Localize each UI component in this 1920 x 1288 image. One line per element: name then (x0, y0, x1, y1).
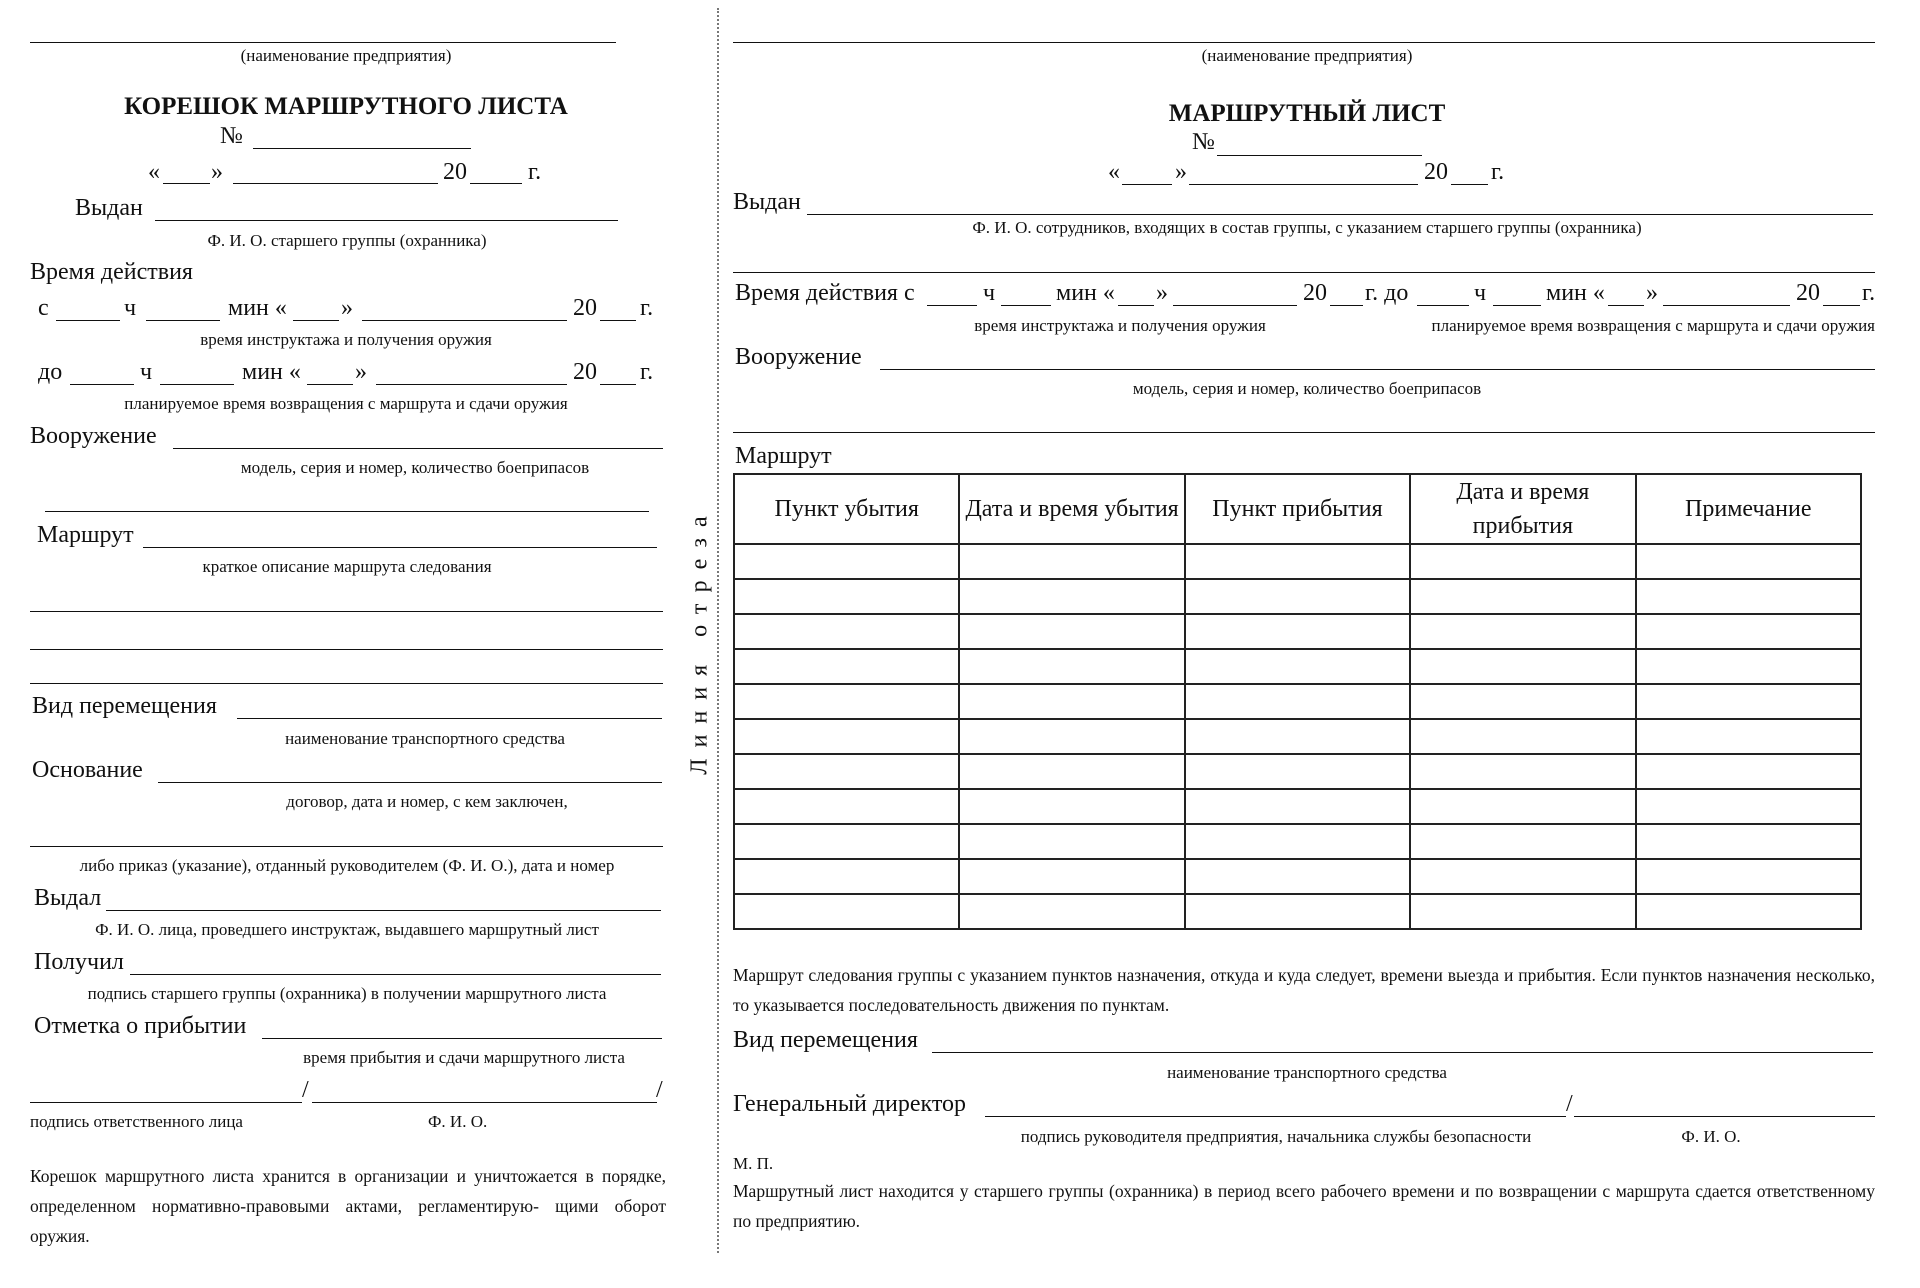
stub-from-minutes-label: мин « (228, 295, 287, 321)
stub-receiver-label: Получил (34, 949, 124, 975)
route-table-cell[interactable] (734, 754, 959, 789)
route-table-cell[interactable] (959, 614, 1184, 649)
stub-from-day-line (293, 320, 339, 321)
stub-date-day-line (163, 183, 210, 184)
main-weapons-label: Вооружение (735, 344, 862, 370)
route-table-cell[interactable] (1636, 649, 1861, 684)
route-table-row (734, 649, 1861, 684)
route-table-cell[interactable] (1185, 859, 1410, 894)
stub-arrival-line (262, 1038, 662, 1039)
stub-to-minutes-line (160, 384, 234, 385)
route-table-cell[interactable] (734, 544, 959, 579)
route-table-cell[interactable] (1410, 544, 1635, 579)
route-table-cell[interactable] (1636, 789, 1861, 824)
main-weapons-caption: модель, серия и номер, количество боеприпасов (1132, 379, 1482, 398)
route-table-cell[interactable] (1636, 544, 1861, 579)
stub-arrival-caption: время прибытия и сдачи маршрутного листа (303, 1048, 625, 1067)
stub-issuer-label: Выдал (34, 885, 102, 911)
route-table-cell[interactable] (1636, 824, 1861, 859)
stub-issuer-line (106, 910, 661, 911)
route-table-body (734, 544, 1861, 929)
main-footer-note: Маршрутный лист находится у старшего группы (охранника) в период всего рабочего времени и по возвращении с маршрута сдается ответственному по предприятию. (733, 1181, 1875, 1231)
main-date-open-quote: « (1108, 159, 1120, 185)
stub-company-caption: (наименование предприятия) (240, 46, 452, 65)
route-table-cell[interactable] (1636, 754, 1861, 789)
stub-basis-caption: договор, дата и номер, с кем заключен, (286, 792, 568, 811)
route-table-cell[interactable] (959, 684, 1184, 719)
route-table-header-cell: Пункт прибытия (1185, 474, 1410, 544)
main-director-label: Генеральный директор (733, 1091, 967, 1117)
route-table-cell[interactable] (959, 894, 1184, 929)
stub-signature-line (30, 1102, 302, 1103)
route-table-header-cell: Пункт убытия (734, 474, 959, 544)
route-table-cell[interactable] (1410, 579, 1635, 614)
main-route-note: Маршрут следования группы с указанием пунктов назначения, откуда и куда следует, времени выезда и прибытия. Если пунктов назначения несколько, то указывается последовательность движения по пунктам. (733, 965, 1875, 1015)
route-table-cell[interactable] (1185, 579, 1410, 614)
stub-signature-caption: подпись ответственного лица (30, 1112, 243, 1131)
main-to-quote-close: » (1646, 280, 1658, 306)
main-from-hours-label: ч (983, 280, 996, 306)
stub-to-year-suffix: г. (640, 359, 654, 385)
route-table-cell[interactable] (734, 684, 959, 719)
stub-to-hours-label: ч (140, 359, 153, 385)
route-table-cell[interactable] (1410, 649, 1635, 684)
stub-from-hours-line (56, 320, 120, 321)
route-table-cell[interactable] (734, 789, 959, 824)
main-date-year-line (1451, 184, 1488, 185)
route-table-cell[interactable] (1185, 754, 1410, 789)
route-table-cell[interactable] (1185, 824, 1410, 859)
route-table-cell[interactable] (959, 719, 1184, 754)
stub-arrival-label: Отметка о прибытии (34, 1013, 247, 1039)
route-table-row (734, 824, 1861, 859)
stub-slash: / (302, 1077, 309, 1103)
route-table-cell[interactable] (1185, 789, 1410, 824)
route-table-cell[interactable] (959, 754, 1184, 789)
route-table-cell[interactable] (1636, 614, 1861, 649)
route-table-cell[interactable] (959, 824, 1184, 859)
main-director-caption: подпись руководителя предприятия, начальника службы безопасности (1020, 1127, 1532, 1146)
main-date-year-prefix: 20 (1424, 159, 1448, 185)
stub-date-open-quote: « (148, 159, 160, 185)
stub-transport-caption: наименование транспортного средства (285, 729, 565, 748)
stub-from-year-line (600, 320, 636, 321)
main-date-day-line (1122, 184, 1172, 185)
stub-route-line-3 (30, 649, 663, 650)
main-from-year-prefix: 20 (1303, 280, 1327, 306)
route-table-cell[interactable] (1185, 894, 1410, 929)
stub-to-label: до (38, 359, 63, 385)
stub-date-year-prefix: 20 (443, 159, 467, 185)
stub-date-month-line (233, 183, 438, 184)
route-table-header (734, 474, 1861, 544)
stub-title: КОРЕШОК МАРШРУТНОГО ЛИСТА (124, 93, 568, 120)
stub-weapons-caption: модель, серия и номер, количество боеприпасов (240, 458, 590, 477)
stub-receiver-line (130, 974, 661, 975)
route-table-cell[interactable] (734, 824, 959, 859)
stub-from-year-suffix: г. (640, 295, 654, 321)
route-table (733, 473, 1862, 930)
main-to-hours-line (1417, 305, 1469, 306)
route-table-cell[interactable] (1636, 684, 1861, 719)
main-weapons-line-2 (733, 432, 1875, 433)
stub-route-label: Маршрут (37, 522, 134, 548)
route-table-cell[interactable] (1185, 649, 1410, 684)
main-date-close-quote: » (1175, 159, 1187, 185)
stub-from-label: с (38, 295, 49, 321)
route-table-cell[interactable] (1636, 894, 1861, 929)
route-table-row (734, 614, 1861, 649)
main-from-month-line (1173, 305, 1297, 306)
stub-weapons-line (173, 448, 663, 449)
route-table-cell[interactable] (1185, 544, 1410, 579)
main-transport-caption: наименование транспортного средства (1167, 1063, 1447, 1082)
route-table-cell[interactable] (1185, 684, 1410, 719)
main-to-year-suffix: г. (1862, 280, 1876, 306)
stub-date-close-quote: » (211, 159, 223, 185)
route-table-cell[interactable] (1410, 684, 1635, 719)
main-director-fio-line (1574, 1116, 1875, 1117)
stub-from-month-line (362, 320, 567, 321)
stub-to-year-line (600, 384, 636, 385)
main-director-signature-line (985, 1116, 1566, 1117)
stub-from-year-prefix: 20 (573, 295, 597, 321)
route-table-cell[interactable] (1410, 824, 1635, 859)
main-validity-label: Время действия с (735, 280, 915, 306)
stub-fio-line (312, 1102, 657, 1103)
stub-date-year-suffix: г. (528, 159, 542, 185)
route-table-row (734, 719, 1861, 754)
cut-line-label: Линия отреза (686, 505, 713, 775)
main-from-day-line (1118, 305, 1154, 306)
main-to-label: г. до (1365, 280, 1409, 306)
main-fio-caption: Ф. И. О. (1681, 1127, 1741, 1146)
stub-date-year-line (470, 183, 522, 184)
route-table-row (734, 859, 1861, 894)
main-to-year-line (1823, 305, 1860, 306)
main-to-month-line (1663, 305, 1790, 306)
stub-from-hours-label: ч (124, 295, 137, 321)
route-table-cell[interactable] (1185, 614, 1410, 649)
main-number-line (1217, 155, 1422, 156)
stub-issuer-caption: Ф. И. О. лица, проведшего инструктаж, выдавшего маршрутный лист (95, 920, 599, 939)
main-from-caption: время инструктажа и получения оружия (974, 316, 1266, 335)
route-table-row (734, 684, 1861, 719)
route-table-row (734, 894, 1861, 929)
main-issued-caption: Ф. И. О. сотрудников, входящих в состав группы, с указанием старшего группы (охранника) (972, 218, 1642, 237)
route-table-cell[interactable] (1410, 859, 1635, 894)
stub-to-quote-close: » (355, 359, 367, 385)
route-table-cell[interactable] (1185, 719, 1410, 754)
route-table-header-cell: Дата и время прибытия (1410, 474, 1635, 544)
route-table-cell[interactable] (959, 579, 1184, 614)
cut-line (717, 8, 719, 1253)
route-table-cell[interactable] (734, 859, 959, 894)
stub-transport-line (237, 718, 662, 719)
route-table-cell[interactable] (1410, 789, 1635, 824)
main-from-year-line (1330, 305, 1363, 306)
main-issued-label: Выдан (733, 189, 801, 215)
stub-transport-label: Вид перемещения (32, 693, 217, 719)
main-title: МАРШРУТНЫЙ ЛИСТ (1168, 100, 1446, 127)
stub-basis-label: Основание (32, 757, 143, 783)
stub-to-minutes-label: мин « (242, 359, 301, 385)
main-to-minutes-line (1493, 305, 1541, 306)
main-from-minutes-label: мин « (1056, 280, 1115, 306)
route-table-cell[interactable] (1410, 719, 1635, 754)
route-table-cell[interactable] (1636, 719, 1861, 754)
route-table-header-cell: Примечание (1636, 474, 1861, 544)
stub-weapons-label: Вооружение (30, 423, 157, 449)
main-stamp-label: М. П. (733, 1154, 774, 1173)
route-table-row (734, 754, 1861, 789)
route-table-row (734, 544, 1861, 579)
main-route-label: Маршрут (735, 443, 832, 469)
stub-fio-caption: Ф. И. О. (428, 1112, 488, 1131)
stub-issued-label: Выдан (75, 195, 143, 221)
stub-number-label: № (220, 123, 243, 149)
stub-validity-label: Время действия (30, 259, 193, 285)
stub-route-line-2 (30, 611, 663, 612)
route-table-cell[interactable] (734, 614, 959, 649)
stub-footer-note: Корешок маршрутного листа хранится в организации и уничтожается в порядке, определенном нормативно-правовыми актами, регламентирую- щими оборот оружия. (30, 1166, 666, 1246)
route-table-cell[interactable] (734, 719, 959, 754)
stub-to-day-line (307, 384, 353, 385)
route-table-cell[interactable] (959, 649, 1184, 684)
stub-company-line (30, 42, 616, 43)
stub-to-month-line (376, 384, 567, 385)
stub-slash-end: / (656, 1077, 663, 1103)
route-table-cell[interactable] (734, 649, 959, 684)
stub-route-caption: краткое описание маршрута следования (202, 557, 492, 576)
stub-number-line (253, 148, 471, 149)
main-director-slash: / (1566, 1091, 1573, 1117)
route-table-cell[interactable] (959, 859, 1184, 894)
main-transport-label: Вид перемещения (733, 1027, 918, 1053)
main-issued-line-2 (733, 272, 1875, 273)
route-table-row (734, 579, 1861, 614)
main-weapons-line (880, 369, 1875, 370)
stub-from-caption: время инструктажа и получения оружия (200, 330, 492, 349)
stub-issued-line (155, 220, 618, 221)
route-table-cell[interactable] (734, 579, 959, 614)
main-date-year-suffix: г. (1491, 159, 1505, 185)
main-to-day-line (1608, 305, 1644, 306)
route-table-header-cell: Дата и время убытия (959, 474, 1184, 544)
stub-route-line (143, 547, 657, 548)
stub-basis-line-2 (30, 846, 663, 847)
route-table-row (734, 789, 1861, 824)
stub-to-year-prefix: 20 (573, 359, 597, 385)
main-company-line (733, 42, 1875, 43)
main-from-minutes-line (1001, 305, 1051, 306)
main-to-minutes-label: мин « (1546, 280, 1605, 306)
main-from-quote-close: » (1156, 280, 1168, 306)
route-table-cell[interactable] (734, 894, 959, 929)
route-table-cell[interactable] (959, 789, 1184, 824)
stub-to-hours-line (70, 384, 134, 385)
stub-receiver-caption: подпись старшего группы (охранника) в получении маршрутного листа (87, 984, 607, 1003)
stub-basis-caption-2: либо приказ (указание), отданный руководителем (Ф. И. О.), дата и номер (79, 856, 615, 875)
main-to-year-prefix: 20 (1796, 280, 1820, 306)
stub-route-line-4 (30, 683, 663, 684)
main-company-caption: (наименование предприятия) (1201, 46, 1413, 65)
stub-weapons-line-2 (45, 511, 649, 512)
main-from-hours-line (927, 305, 977, 306)
stub-basis-line (158, 782, 662, 783)
route-table-cell[interactable] (1410, 754, 1635, 789)
main-number-label: № (1192, 129, 1215, 155)
stub-from-quote-close: » (341, 295, 353, 321)
main-to-hours-label: ч (1474, 280, 1487, 306)
route-table-cell[interactable] (1410, 614, 1635, 649)
route-table-cell[interactable] (1636, 579, 1861, 614)
main-date-month-line (1189, 184, 1418, 185)
stub-from-minutes-line (146, 320, 220, 321)
stub-to-caption: планируемое время возвращения с маршрута и сдачи оружия (124, 394, 568, 413)
main-transport-line (932, 1052, 1873, 1053)
main-to-caption: планируемое время возвращения с маршрута и сдачи оружия (1431, 316, 1875, 335)
main-issued-line (807, 214, 1873, 215)
route-table-cell[interactable] (959, 544, 1184, 579)
route-table-cell[interactable] (1636, 859, 1861, 894)
route-table-cell[interactable] (1410, 894, 1635, 929)
stub-issued-caption: Ф. И. О. старшего группы (охранника) (207, 231, 487, 250)
